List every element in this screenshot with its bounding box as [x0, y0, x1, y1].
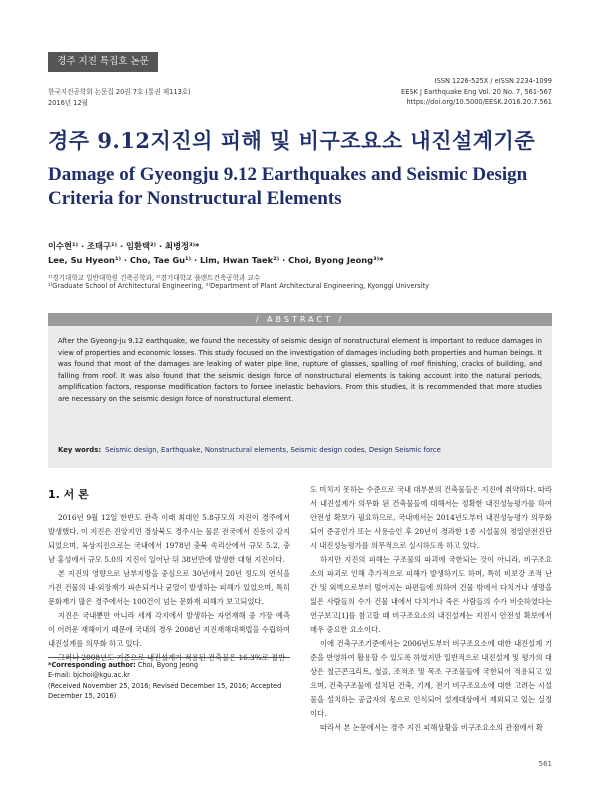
body-paragraph: 지진은 국내뿐만 아니라 세계 각지에서 발생하는 자연재해 중 가장 예측이 어려운 재해이기 때문에 국내의 경우 2008년 지진재해대책법을 수립하여 내진설계를 의무화 하고 있다.	[48, 611, 290, 648]
journal-name-en: EESK J Earthquake Eng Vol. 20 No. 7, 561-567	[401, 87, 552, 96]
corresponding-author	[48, 660, 293, 670]
body-column-right	[310, 483, 552, 735]
body-paragraph: 그러나 2008년도 기준으로 내진설계가 적용된 건축물은 16.3%로 절반	[58, 653, 286, 662]
keywords-value: Seismic design, Earthquake, Nonstructural elements, Seismic design codes, Design Seismic force	[105, 446, 441, 454]
affiliation-english: ¹⁾Graduate School of Architectural Engineering, ²⁾Department of Plant Architectural Engineering, Kyonggi University	[48, 282, 430, 290]
body-paragraph: 하지만 지진의 피해는 구조물의 파괴에 국한되는 것이 아니라, 비구조요소의 파괴로 인해 추가적으로 피해가 발생하기도 하며, 특히 비보강 조적 난간 및 외벽으로부터 떨어지는 파편들에 의하여 건물 밖에서 다치거나 생명을 잃은 사람들의 수가 건물 내에서 다치거나 죽은 사람들의 수가 비슷하였다는 연구보고[1]를 참고할 때 비구조요소의 내진설계는 지진시 안전성 확보에서 매우 중요한 요소이다.	[310, 555, 552, 634]
affiliation-korean: ¹⁾경기대학교 일반대학원 건축공학과, ²⁾경기대학교 플랜트건축공학과 교수	[48, 274, 261, 282]
issn: ISSN 1226-525X / eISSN 2234-1099	[434, 77, 552, 85]
body-paragraph: 이에 건축구조기준에서는 2006년도부터 비구조요소에 대한 내진설계 기준을 반영하여 활용할 수 있도록 하였지만 일반적으로 내진설계 및 평가의 대상은 철근콘크리트, 철골, 조적조 및 목조 구조물들에 국한되어 적용되고 있으며, 건축구조물에 설치된 건축, 기계, 전기 비구조요소에 대한 고려는 시설물을 설치하는 공급자의 몫으로 인식되어 설계대상에서 제외되고 있는 실정이다.	[310, 639, 552, 718]
authors-english: Lee, Su Hyeon¹⁾ · Cho, Tae Gu¹⁾ · Lim, Hwan Taek²⁾ · Choi, Byong Jeong³⁾*	[48, 255, 384, 265]
doi-link[interactable]: https://doi.org/10.5000/EESK.2016.20.7.561	[406, 98, 552, 106]
abstract-label: / ABSTRACT /	[48, 313, 552, 326]
author-email[interactable]: E-mail: bjchoi@kgu.ac.kr	[48, 671, 130, 680]
abstract-text: After the Gyeong-ju 9.12 earthquake, we found the necessity of seismic design of nonstructural element is important to reduce damages in view of properties and economic losses. This study focused on the investigation of damages including both properties and human beings. It was found that most of the damages are leaking of water pipe line, rupture of glasses, spalling of roof finishing, cracks of building, and falling from roof. It was also found that the seismic design force of nonstructural elements is taking account into the natural periods, amplification factors, response modification factors to forsee inelastic behaviors. From this studies, it is recommended that more studies are necessary on the seismic design force of nonstructural element.	[58, 337, 542, 403]
section-heading-introduction: 1. 서 론	[48, 488, 89, 501]
keywords-label: Key words:	[58, 446, 102, 454]
received-dates: (Received November 25, 2016; Revised December 15, 2016; Accepted December 15, 2016)	[48, 681, 282, 701]
body-paragraph: 본 지진의 영향으로 남부지방을 중심으로 30년에서 20년 정도의 연식을 가진 건물의 내·외장재가 파손되거나 균열이 발생하는 피해가 있었으며, 특히 문화재가 많은 경주에서는 100건이 넘는 문화재 피해가 보고되었다.	[48, 569, 290, 606]
body-paragraph: 도 미치지 못하는 수준으로 국내 대부분의 건축물들은 지진에 취약하다. 따라서 내진설계가 의무화 된 건축물들에 대해서는 정확한 내진성능평가를 하여 안전성 확보가 필요하므로, 국내에서는 2014년도부터 내진성능평가 의무화되어 준공인가 또는 사용승인 후 20년이 경과한 1종 시설물의 정밀안전진단 시 내진성능평가를 의무적으로 실시하도록 하고 있다.	[310, 485, 552, 550]
footnote-divider	[48, 657, 290, 658]
page-number: 561	[538, 760, 552, 768]
title-english: Damage of Gyeongju 9.12 Earthquakes and Seismic Design Criteria for Nonstructural Elements	[48, 164, 528, 209]
body-paragraph: 2016년 9월 12일 한반도 관측 이래 최대인 5.8규모의 지진이 경주에서 발생했다. 이 지진은 진앙지인 경상북도 경주시는 물론 전국에서 진동이 감지되었으며, 육상지진으로는 국내에서 1978년 충북 속리산에서 규모 5.2, 충남 홍성에서 규모 5.0의 지진이 일어난 뒤 38년만에 발생한 대형 지진이다.	[48, 513, 290, 564]
journal-meta-ko	[48, 87, 191, 108]
special-issue-badge: 경주 지진 특집호 논문	[48, 52, 158, 72]
keywords	[58, 446, 441, 454]
journal-meta-en	[401, 76, 552, 108]
corresponding-author-label: *Corresponding author:	[48, 661, 136, 669]
issue-date-ko: 2016년 12월	[48, 98, 89, 107]
footnote	[48, 660, 293, 702]
title-korean: 경주 9.12지진의 피해 및 비구조요소 내진설계기준	[48, 128, 536, 153]
journal-name-ko: 한국지진공학회 논문집 20권 7호 (통권 제113호)	[48, 88, 191, 96]
body-column-left	[48, 511, 290, 665]
authors-korean: 이수현¹⁾ · 조태구¹⁾ · 임환택²⁾ · 최병정³⁾*	[48, 241, 200, 251]
body-paragraph: 따라서 본 논문에서는 경주 지진 피해상황을 비구조요소의 관점에서 확	[320, 723, 543, 732]
corresponding-author-name: Choi, Byong Jeong	[137, 661, 199, 669]
